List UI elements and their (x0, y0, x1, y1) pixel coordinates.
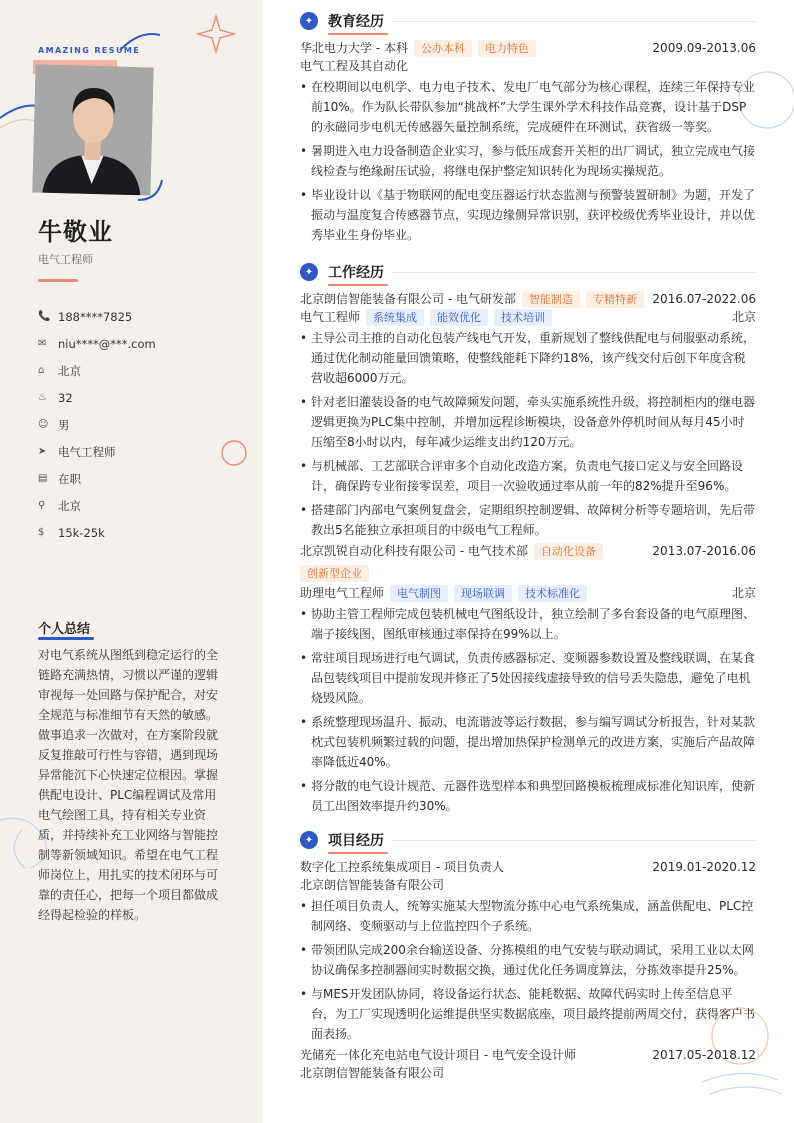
brand-label: AMAZING RESUME (38, 46, 141, 55)
list-item: • 常驻项目现场进行电气调试，负责传感器标定、变频器参数设置及整线联调，在某食品包装线项目中提前发现并修正了5处因接线虚接导致的信号丢失隐患，避免了电机烧毁风险。 (300, 648, 756, 708)
avatar (32, 64, 153, 195)
work-bullets (300, 328, 756, 540)
education-bullets (300, 77, 756, 245)
phone-value: 188****7825 (58, 309, 133, 324)
company-tag: 创新型企业 (300, 565, 369, 582)
work-entry-2 (300, 542, 756, 820)
school-tag: 公办本科 (414, 40, 472, 57)
project-section-title: 项目经历 (328, 833, 384, 849)
work-underline (328, 284, 388, 286)
list-item: • 系统整理现场温升、振动、电流谐波等运行数据，参与编写调试分析报告，针对某款枕式包装机频繁过载的问题，提出增加热保护检测单元的改进方案，实施后产品故障率降低近40%。 (300, 712, 756, 772)
list-item: • 搭建部门内部电气案例复盘会，定期组织控制逻辑、故障树分析等专题培训，先后带教出5名能独立承担项目的中级电气工程师。 (300, 500, 756, 540)
company-tag: 专精特新 (586, 291, 644, 308)
list-item: • 针对老旧灌装设备的电气故障频发问题，牵头实施系统性升级，将控制柜内的继电器逻辑更换为PLC集中控制，并增加远程诊断模块，设备意外停机时间从每月45小时压缩至8小时以内，每年减少运维支出约120万元。 (300, 392, 756, 452)
avatar-photo (32, 64, 153, 195)
info-status (38, 465, 248, 492)
project-bullets (300, 896, 756, 1044)
salary-icon: $ (38, 527, 45, 538)
info-gender (38, 411, 248, 438)
work-city: 北京 (731, 310, 756, 324)
company-name: 北京凯锐自动化科技有限公司 - 电气技术部 (300, 544, 528, 558)
target-job-value: 电气工程师 (58, 444, 116, 459)
work-entry-1 (300, 290, 756, 544)
work-divider (392, 272, 756, 273)
gender-icon: ☺ (38, 419, 49, 430)
work-period: 2013.07-2016.06 (652, 544, 756, 558)
skill-tag: 系统集成 (366, 309, 424, 326)
candidate-name: 牛敬业 (38, 218, 113, 246)
summary-underline (38, 637, 94, 640)
home-icon: ⌂ (38, 365, 45, 376)
skill-tag: 技术标准化 (518, 585, 587, 602)
company-tag: 智能制造 (522, 291, 580, 308)
position-name: 助理电气工程师 (300, 586, 385, 600)
cake-icon: ♨ (38, 392, 47, 403)
location-pin-icon: ⚲ (38, 500, 46, 511)
education-period: 2009.09-2013.06 (652, 41, 756, 55)
list-item: • 将分散的电气设计规范、元器件选型样本和典型回路模板梳理成标准化知识库，使新员工出图效率提升约30%。 (300, 776, 756, 816)
education-entry (300, 39, 756, 249)
list-item: • 与机械部、工艺部联合评审多个自动化改造方案，负责电气接口定义与安全回路设计，确保跨专业衔接零误差，项目一次验收通过率从前一年的82%提升至96%。 (300, 456, 756, 496)
skill-tag: 技术培训 (494, 309, 552, 326)
project-company: 北京朗信智能装备有限公司 (300, 1066, 445, 1080)
company-tag: 自动化设备 (534, 543, 603, 560)
work-bullets (300, 604, 756, 816)
list-item: • 在校期间以电机学、电力电子技术、发电厂电气部分为核心课程，连续三年保持专业前10%。作为队长带队参加“挑战杯”大学生课外学术科技作品竞赛，设计基于DSP的永磁同步电机无传感器矢量控制系统，完成硬件在环测试，获省级一等奖。 (300, 77, 756, 137)
gender-value: 男 (58, 417, 70, 432)
education-section-title: 教育经历 (328, 14, 384, 30)
project-section-header (300, 829, 384, 851)
list-item: • 担任项目负责人，统筹实施某大型物流分拣中心电气系统集成，涵盖供配电、PLC控制网络、变频驱动与上位监控四个子系统。 (300, 896, 756, 936)
skill-tag: 现场联调 (454, 585, 512, 602)
salary-value: 15k-25k (58, 525, 105, 540)
project-company: 北京朗信智能装备有限公司 (300, 878, 445, 892)
info-salary (38, 519, 248, 546)
main-content (262, 0, 794, 1123)
skill-tag: 能效优化 (430, 309, 488, 326)
education-divider (392, 21, 756, 22)
name-underline (38, 279, 78, 282)
briefcase-icon: ▤ (38, 473, 48, 484)
info-home (38, 357, 248, 384)
school-tag: 电力特色 (478, 40, 536, 57)
email-value: niu****@***.com (58, 336, 156, 351)
education-underline (328, 33, 388, 35)
info-target-job (38, 438, 248, 465)
info-phone (38, 303, 248, 330)
project-name: 光储充一体化充电站电气设计项目 - 电气安全设计师 (300, 1048, 576, 1062)
project-entry-2 (300, 1046, 756, 1082)
school-name: 华北电力大学 - 本科 (300, 41, 408, 55)
project-section-icon: ✦ (300, 831, 318, 849)
status-value: 在职 (58, 471, 81, 486)
info-location (38, 492, 248, 519)
contact-info-list (38, 303, 248, 546)
list-item: • 协助主管工程师完成包装机械电气图纸设计，独立绘制了多台套设备的电气原理图、端子接线图，图纸审核通过率保持在99%以上。 (300, 604, 756, 644)
company-name: 北京朗信智能装备有限公司 - 电气研发部 (300, 292, 516, 306)
education-section-header (300, 10, 384, 32)
work-section-icon: ✦ (300, 263, 318, 281)
list-item: • 暑期进入电力设备制造企业实习，参与低压成套开关柜的出厂调试，独立完成电气接线检查与绝缘耐压试验，将继电保护整定知识转化为现场实操规范。 (300, 141, 756, 181)
list-item: • 与MES开发团队协同，将设备运行状态、能耗数据、故障代码实时上传至信息平台，为工厂实现透明化运维提供坚实数据底座，项目最终提前两周交付，获得客户书面表扬。 (300, 984, 756, 1044)
info-email (38, 330, 248, 357)
phone-icon: 📞 (38, 311, 51, 322)
info-age (38, 384, 248, 411)
sidebar (0, 0, 262, 1123)
list-item: • 主导公司主推的自动化包装产线电气开发，重新规划了整线供配电与伺服驱动系统，通过优化制动能量回馈策略，使整线能耗下降约18%，该产线交付后创下年度含税营收超6000万元。 (300, 328, 756, 388)
position-name: 电气工程师 (300, 310, 361, 324)
work-period: 2016.07-2022.06 (652, 292, 756, 306)
work-city: 北京 (731, 586, 756, 600)
project-period: 2017.05-2018.12 (652, 1048, 756, 1062)
education-section-icon: ✦ (300, 12, 318, 30)
location-value: 北京 (58, 498, 81, 513)
summary-title: 个人总结 (38, 622, 91, 637)
work-section-title: 工作经历 (328, 265, 384, 281)
home-value: 北京 (58, 363, 81, 378)
candidate-job-title: 电气工程师 (38, 253, 93, 266)
mail-icon: ✉ (38, 338, 47, 349)
project-underline (328, 852, 388, 854)
work-section-header (300, 261, 384, 283)
list-item: • 带领团队完成200余台输送设备、分拣模组的电气安装与联动调试，采用工业以太网协议确保多控制器间实时数据交换，通过优化任务调度算法，分拣效率提升25%。 (300, 940, 756, 980)
list-item: • 毕业设计以《基于物联网的配电变压器运行状态监测与预警装置研制》为题，开发了振动与温度复合传感器节点，实现边缘侧异常识别，获评校级优秀毕业设计，并以优秀毕业生身份毕业。 (300, 185, 756, 245)
age-value: 32 (58, 390, 73, 405)
person-silhouette-icon (32, 64, 153, 195)
project-divider (392, 840, 756, 841)
education-major: 电气工程及其自动化 (300, 59, 409, 73)
skill-tag: 电气制图 (390, 585, 448, 602)
project-entry-1 (300, 858, 756, 1048)
project-period: 2019.01-2020.12 (652, 860, 756, 874)
project-name: 数字化工控系统集成项目 - 项目负责人 (300, 860, 504, 874)
summary-text: 对电气系统从图纸到稳定运行的全链路充满热情，习惯以严谨的逻辑审视每一处回路与保护配合，对安全规范与标准细节有天然的敏感。做事追求一次做对，在方案阶段就反复推敲可行性与容错，遇到现场异常能沉下心快速定位根因。掌握供配电设计、PLC编程调试及常用电气绘图工具，持有相关专业资质，并持续补充工业网络与智能控制等新领域知识。希望在电气工程师岗位上，用扎实的技术闭环与可靠的责任心，把每一个项目都做成经得起检验的样板。 (38, 648, 219, 922)
send-icon: ➤ (38, 446, 47, 457)
